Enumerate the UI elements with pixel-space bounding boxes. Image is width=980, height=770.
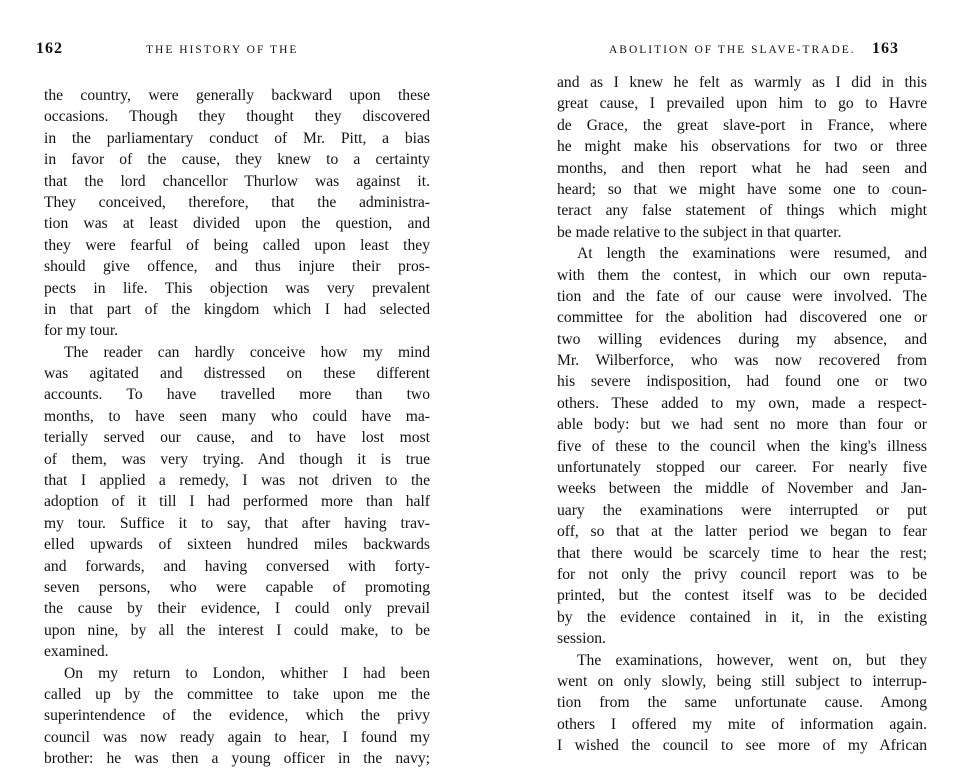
text-line: uary the examinations were interrupted or put: [557, 501, 927, 519]
text-line: the country, were generally backward upon these: [44, 87, 430, 104]
text-line: tion was at least divided upon the question, and: [44, 215, 430, 233]
text-line: occasions. Though they thought they discovered: [44, 108, 430, 126]
text-line: accounts. To have travelled more than two: [44, 386, 430, 404]
text-line: terially served our cause, and to have lost most: [44, 429, 430, 447]
text-line: unfortunately stopped our career. For nearly five: [557, 459, 927, 477]
text-line: tion from the same unfortunate cause. Among: [557, 694, 927, 712]
text-line: seven persons, who were capable of promoting: [44, 578, 430, 596]
text-line: session.: [557, 630, 606, 648]
text-line: I wished the council to see more of my African: [557, 737, 927, 755]
text-line: should give offence, and thus injure their pros-: [44, 258, 430, 276]
text-line: committee for the abolition had discovered one or: [557, 309, 927, 327]
text-line: The reader can hardly conceive how my mind: [64, 343, 430, 361]
text-line: examined.: [44, 643, 109, 661]
text-line: in that part of the kingdom which I had selected: [44, 300, 430, 318]
text-line: that the lord chancellor Thurlow was against it.: [44, 172, 430, 190]
text-line: others I offered my mite of information again.: [557, 715, 927, 733]
text-line: off, so that at the latter period we began to fear: [557, 523, 927, 541]
text-line: my tour. Suffice it to say, that after having trav-: [44, 514, 430, 532]
text-line: his severe indisposition, had found one or two: [557, 373, 927, 391]
text-line: in the parliamentary conduct of Mr. Pitt, a bias: [44, 129, 430, 147]
text-line: two willing evidences during my absence, and: [557, 330, 927, 348]
text-line: for not only the privy council report was to be: [557, 565, 927, 583]
text-line: council was now ready again to hear, I found my: [44, 728, 430, 746]
text-line: they were fearful of being called upon least they: [44, 236, 430, 254]
right-page: [490, 0, 980, 755]
page-body: [557, 72, 927, 757]
text-line: printed, but the contest itself was to be decided: [557, 587, 927, 605]
text-line: he might make his observations for two or three: [557, 138, 927, 156]
text-line: be made relative to the subject in that quarter.: [557, 223, 842, 241]
text-line: teract any false statement of things which might: [557, 202, 927, 220]
text-line: They conceived, therefore, that the administra-: [44, 193, 430, 211]
text-line: and forwards, and having conversed with forty-: [44, 557, 430, 575]
text-line: the cause by their evidence, I could only prevail: [44, 600, 430, 618]
running-head: ABOLITION OF THE SLAVE-TRADE.: [609, 44, 856, 56]
text-line: five of these to the council when the king's illness: [557, 437, 927, 455]
text-line: was agitated and distressed on these different: [44, 365, 430, 383]
text-line: de Grace, the great slave-port in France, where: [557, 116, 927, 134]
text-line: in favor of the cause, they knew to a certainty: [44, 151, 430, 169]
page-number: 163: [872, 40, 899, 57]
text-line: able body: but we had sent no more than four or: [557, 416, 927, 434]
text-line: tion and the fate of our cause were involved. The: [557, 287, 927, 305]
page-body: [44, 85, 430, 770]
text-line: weeks between the middle of November and Jan-: [557, 480, 927, 498]
text-line: brother: he was then a young officer in the navy;: [44, 750, 430, 768]
text-line: upon nine, by all the interest I could make, to be: [44, 621, 430, 639]
text-line: by the evidence contained in it, in the existing: [557, 608, 927, 626]
text-line: heard; so that we might have some one to coun-: [557, 180, 927, 198]
text-line: pects in life. This objection was very prevalent: [44, 279, 430, 297]
text-line: superintendence of the evidence, which the privy: [44, 707, 430, 725]
text-line: of them, was very trying. And though it is true: [44, 450, 430, 468]
text-line: called up by the committee to take upon me the: [44, 685, 430, 703]
text-line: Mr. Wilberforce, who was now recovered from: [557, 352, 927, 370]
text-line: for my tour.: [44, 322, 119, 340]
text-line: adoption of it till I had performed more than half: [44, 493, 430, 511]
text-line: On my return to London, whither I had been: [64, 664, 430, 682]
running-head: THE HISTORY OF THE: [146, 44, 299, 56]
text-line: The examinations, however, went on, but they: [577, 651, 927, 669]
text-line: went on only slowly, being still subject to interrup-: [557, 672, 927, 690]
text-line: months, and then report what he had seen and: [557, 159, 927, 177]
text-line: great cause, I prevailed upon him to go to Havre: [557, 95, 927, 113]
page-number: 162: [36, 40, 63, 57]
text-line: months, to have seen many who could have ma-: [44, 407, 430, 425]
text-line: others. These added to my own, made a respect-: [557, 394, 927, 412]
text-line: At length the examinations were resumed, and: [577, 245, 927, 263]
text-line: that there would be scarcely time to hear the rest;: [557, 544, 927, 562]
text-line: and as I knew he felt as warmly as I did in this: [557, 74, 927, 91]
left-page: [0, 0, 490, 768]
text-line: elled upwards of sixteen hundred miles backwards: [44, 536, 430, 554]
text-line: that I applied a remedy, I was not driven to the: [44, 472, 430, 490]
text-line: with them the contest, in which our own reputa-: [557, 266, 927, 284]
